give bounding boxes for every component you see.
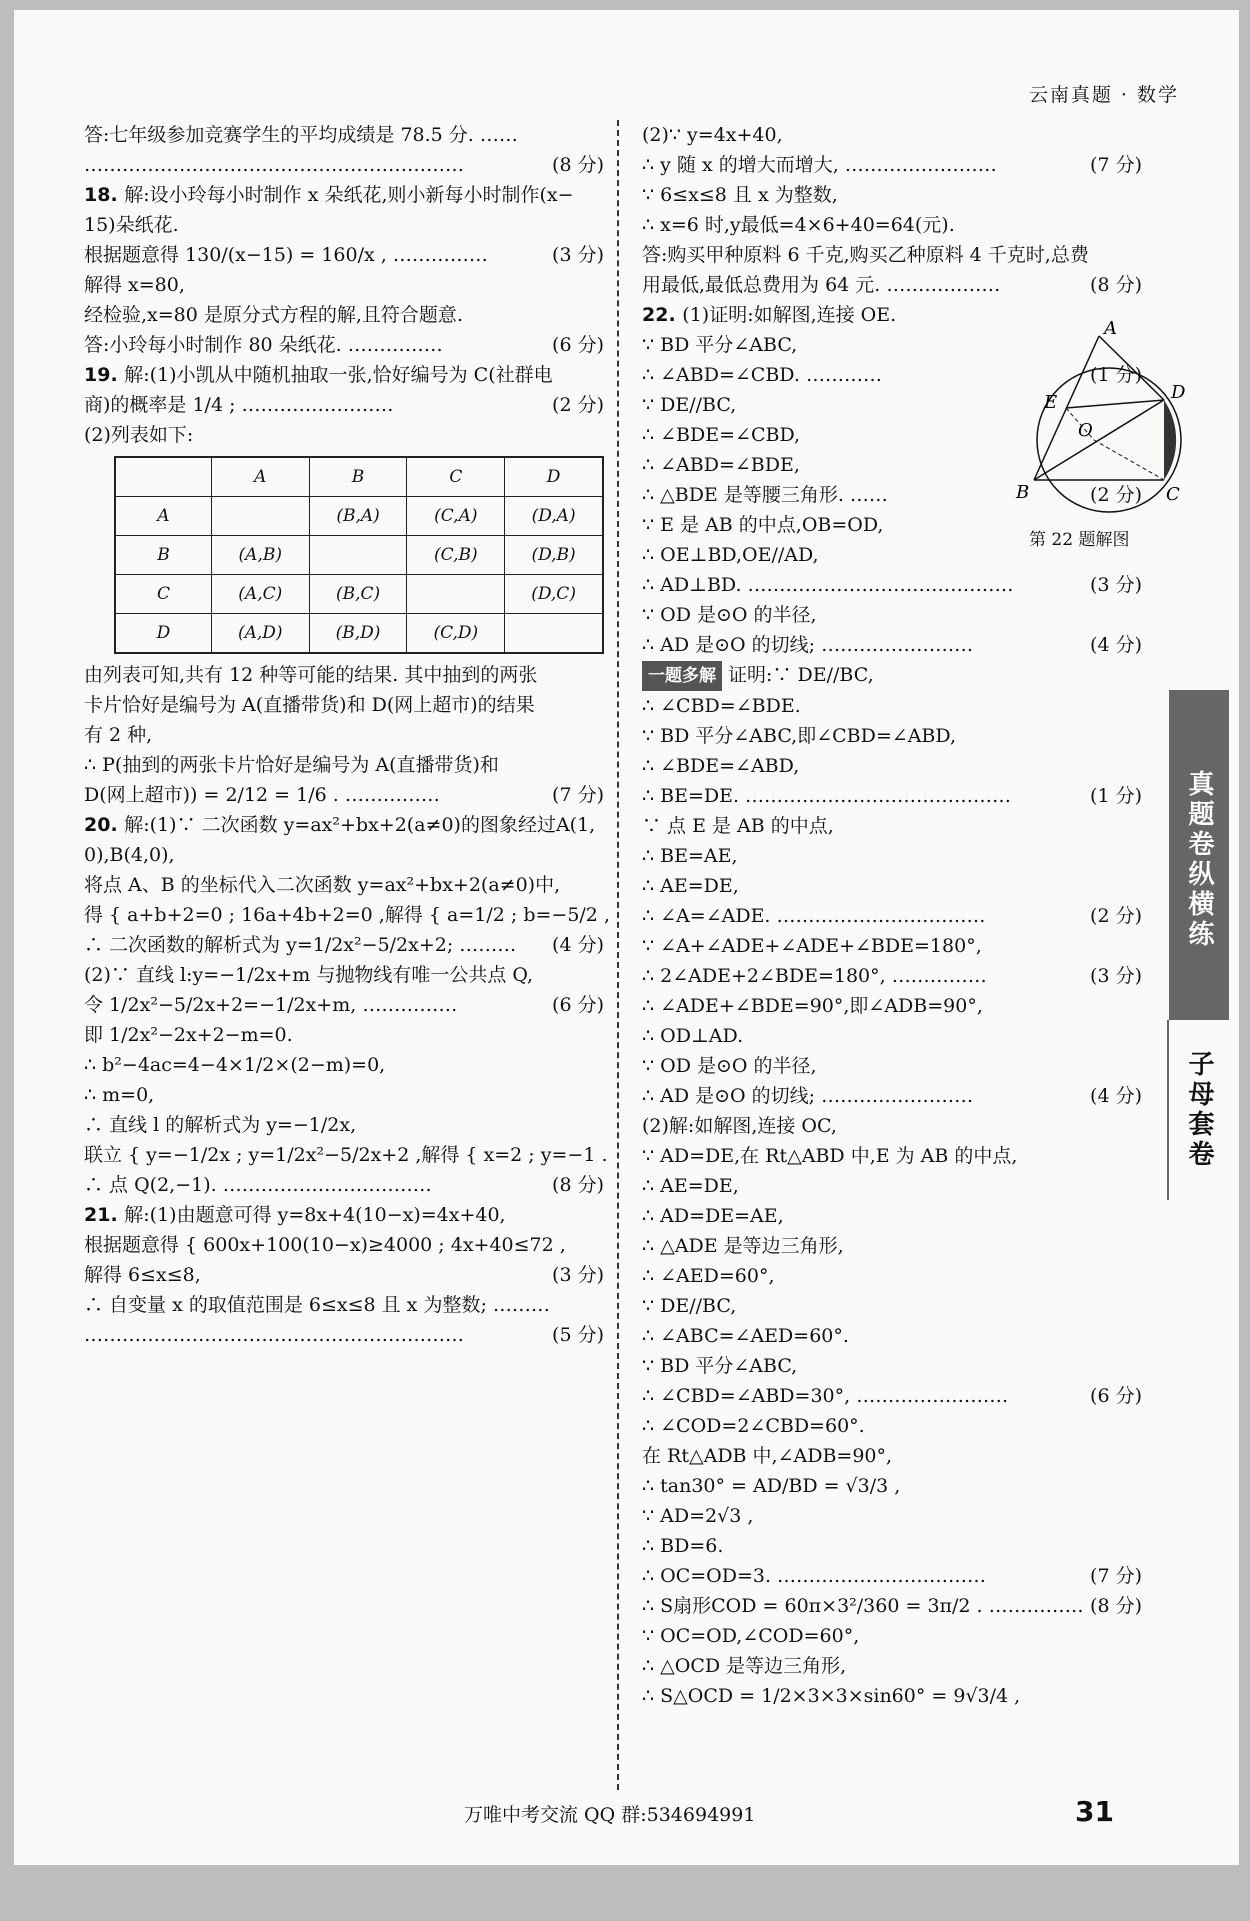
right-line [642,150,1142,180]
line-text: 答:购买甲种原料 6 千克,购买乙种原料 4 千克时,总费 [642,244,1089,266]
right-line [642,570,1142,600]
right-line [642,180,1142,210]
line-text: ∵ BD 平分∠ABC, [642,334,798,356]
left-line [84,780,604,810]
points-label: (8 分) [1090,1595,1142,1617]
table-row [115,457,603,497]
points-label: (6 分) [1090,1385,1142,1407]
line-text: ∴ △BDE 是等腰三角形. …… [642,484,888,506]
line-text: ∴ OC=OD=3. …………………………… [642,1565,987,1587]
right-line [642,931,1142,961]
page [14,10,1239,1865]
left-line [84,840,604,870]
line-text: 即 1/2x²−2x+2−m=0. [84,1024,293,1046]
points-label: (8 分) [552,154,604,176]
side-tab-secondary: 子母套卷 [1167,1020,1229,1200]
right-line [642,120,1142,150]
table-cell: (A,B) [211,536,309,575]
line-text: 答:小玲每小时制作 80 朵纸花. …………… [84,334,443,356]
left-line [84,1320,604,1350]
table-cell: (D,B) [505,536,603,575]
line-text: ∴ x=6 时,y最低=4×6+40=64(元). [642,214,955,236]
table-cell: (C,A) [407,497,505,536]
right-line [642,901,1142,931]
line-text: D(网上超市)) = 2/12 = 1/6 . …………… [84,784,440,806]
line-text: 将点 A、B 的坐标代入二次函数 y=ax²+bx+2(a≠0)中, [84,874,561,896]
line-text: 0),B(4,0), [84,844,175,866]
points-label: (3 分) [1090,574,1142,596]
points-label: (2 分) [552,394,604,416]
line-text: ∴ ∠BDE=∠ABD, [642,755,800,777]
line-text: ∴ tan30° = AD/BD = √3/3 , [642,1475,901,1497]
left-line [84,1140,608,1170]
left-line [84,420,604,450]
right-line [642,600,1142,630]
table-cell: (C,D) [407,614,505,654]
table-cell [115,457,211,497]
line-text: 经检验,x=80 是原分式方程的解,且符合题意. [84,304,463,326]
table-cell: (A,D) [211,614,309,654]
table-row [115,614,603,654]
question-number: 22. [642,304,683,326]
left-line [84,1290,604,1320]
line-text: ∴ m=0, [84,1084,155,1106]
right-line [642,1201,1142,1231]
table-cell: (B,A) [309,497,407,536]
points-label: (4 分) [1090,634,1142,656]
circle-o [1037,368,1181,512]
left-line [84,300,604,330]
points-label: (8 分) [1090,274,1142,296]
line-text: ∵ AD=2√3 , [642,1505,754,1527]
line-text: ∴ S△OCD = 1/2×3×3×sin60° = 9√3/4 , [642,1685,1021,1707]
right-line [642,1021,1142,1051]
points-label: (5 分) [552,1324,604,1346]
left-line [84,690,604,720]
line-text: ∴ ∠ADE+∠BDE=90°,即∠ADB=90°, [642,995,983,1017]
line-text: (2)列表如下: [84,424,194,446]
points-label: (3 分) [552,1264,604,1286]
line-text: ∴ ∠ABD=∠CBD. ………… [642,364,882,386]
question-number: 21. [84,1204,125,1226]
page-header: 云南真题 · 数学 [1028,84,1179,106]
line-text: ∵ ∠A+∠ADE+∠ADE+∠BDE=180°, [642,935,982,957]
right-line [642,811,1142,841]
line-text: …………………………………………………… [84,1324,464,1346]
line-text: (2)∵ y=4x+40, [642,124,783,146]
line-text: ∴ AE=DE, [642,875,739,897]
left-line [84,210,604,240]
line-text: 证明:∵ DE//BC, [728,664,874,686]
line-text: ∴ AD 是⊙O 的切线; …………………… [642,1085,974,1107]
line-text: ∵ 6≤x≤8 且 x 为整数, [642,184,838,206]
points-label: (1 分) [1090,364,1142,386]
table-row [115,575,603,614]
right-line [642,1471,1142,1501]
table-cell [211,497,309,536]
line-text: ∵ OD 是⊙O 的半径, [642,1055,817,1077]
right-line [642,1081,1142,1111]
right-line [642,841,1142,871]
right-line [642,871,1142,901]
right-line [642,961,1142,991]
line-text: ∴ △ADE 是等边三角形, [642,1235,844,1257]
line-text: ∴ BD=6. [642,1535,724,1557]
line-text: 15)朵纸花. [84,214,179,236]
line-text: ∴ ∠COD=2∠CBD=60°. [642,1415,865,1437]
right-line [642,660,1142,691]
line-text: ∴ ∠A=∠ADE. …………………………… [642,905,986,927]
line-text: 解:(1)小凯从中随机抽取一张,恰好编号为 C(社群电 [124,364,553,386]
alt-solution-badge: 一题多解 [642,661,722,691]
right-line [642,1381,1142,1411]
page-number: 31 [1075,1795,1114,1828]
right-line [642,240,1142,270]
left-line [84,240,604,270]
line-text: ∵ OD 是⊙O 的半径, [642,604,817,626]
right-line [642,1321,1142,1351]
right-line [642,1231,1142,1261]
right-line [642,1621,1142,1651]
line-text: ∴ ∠CBD=∠BDE. [642,695,801,717]
left-line [84,810,604,840]
line-text: 解:设小玲每小时制作 x 朵纸花,则小新每小时制作(x− [124,184,574,206]
right-line [642,1351,1142,1381]
left-line [84,150,604,180]
table-cell: (C,B) [407,536,505,575]
right-line [642,1171,1142,1201]
points-label: (4 分) [1090,1085,1142,1107]
line-text: 令 1/2x²−5/2x+2=−1/2x+m, …………… [84,994,458,1016]
line-text: 由列表可知,共有 12 种等可能的结果. 其中抽到的两张 [84,664,538,686]
line-text: ∴ ∠CBD=∠ABD=30°, …………………… [642,1385,1009,1407]
table-cell [309,536,407,575]
column-divider [617,120,619,1790]
left-line [84,330,604,360]
left-line [84,660,604,690]
right-line [642,1531,1142,1561]
line-text: 解:(1)由题意可得 y=8x+4(10−x)=4x+40, [124,1204,506,1226]
right-line [642,781,1142,811]
right-line [642,1261,1142,1291]
left-line [84,990,604,1020]
table-row [115,536,603,575]
line-text: ∴ AD 是⊙O 的切线; …………………… [642,634,974,656]
line-text: ∴ y 随 x 的增大而增大, …………………… [642,154,997,176]
line-text: 解得 6≤x≤8, [84,1264,201,1286]
right-line [642,630,1142,660]
line-text: ∴ 点 Q(2,−1). …………………………… [84,1174,432,1196]
table-cell: A [211,457,309,497]
points-label: (3 分) [1090,965,1142,987]
table-cell [407,575,505,614]
line-text: ∵ BD 平分∠ABC, [642,1355,798,1377]
line-text: ∵ DE//BC, [642,394,737,416]
table-cell: B [115,536,211,575]
line-text: ∵ BD 平分∠ABC,即∠CBD=∠ABD, [642,725,956,747]
left-line [84,1260,604,1290]
table-cell: A [115,497,211,536]
line-text: ∴ S扇形COD = 60π×3²/360 = 3π/2 . …………… [642,1595,1084,1617]
right-line [642,1291,1142,1321]
right-line [642,1111,1142,1141]
right-line [642,270,1142,300]
left-line [84,930,604,960]
line-text: ∴ AD⊥BD. …………………………………… [642,574,1014,596]
table-cell: C [115,575,211,614]
table-cell: (D,C) [505,575,603,614]
side-tab-primary: 真题卷纵横练 [1169,690,1229,1020]
left-line [84,870,604,900]
line-text: ∴ ∠ABC=∠AED=60°. [642,1325,849,1347]
table-cell: D [115,614,211,654]
line-text: ∵ OC=OD,∠COD=60°, [642,1625,860,1647]
line-text: ∴ AE=DE, [642,1175,739,1197]
label-c: C [1166,484,1180,505]
points-label: (7 分) [1090,154,1142,176]
line-text: ∴ △OCD 是等边三角形, [642,1655,847,1677]
line-text: ∵ AD=DE,在 Rt△ABD 中,E 为 AB 的中点, [642,1145,1018,1167]
line-text: 得 { a+b+2=0 ; 16a+4b+2=0 ,解得 { a=1/2 ; b=−5/2 , [84,904,610,926]
left-line [84,270,604,300]
points-label: (3 分) [552,244,604,266]
table-cell: B [309,457,407,497]
left-line [84,1170,604,1200]
right-line [642,1411,1142,1441]
line-text: ∴ 直线 l 的解析式为 y=−1/2x, [84,1114,357,1136]
right-line [642,721,1142,751]
left-line [84,120,604,150]
left-line [84,180,604,210]
label-o: O [1078,420,1093,441]
left-line [84,720,604,750]
right-line [642,1141,1142,1171]
probability-table [114,456,604,654]
right-line [642,1651,1142,1681]
right-line [642,1051,1142,1081]
points-label: (6 分) [552,334,604,356]
left-line [84,1110,604,1140]
points-label: (7 分) [1090,1565,1142,1587]
label-d: D [1171,382,1186,403]
line-text: ∵ E 是 AB 的中点,OB=OD, [642,514,884,536]
line-text: 答:七年级参加竞赛学生的平均成绩是 78.5 分. …… [84,124,518,146]
right-line [642,991,1142,1021]
left-line [84,1020,604,1050]
left-column [84,120,610,1350]
right-line [642,1561,1142,1591]
line-text: ∴ P(抽到的两张卡片恰好是编号为 A(直播带货)和 [84,754,499,776]
line-text: ∴ 2∠ADE+2∠BDE=180°, …………… [642,965,987,987]
points-label: (7 分) [552,784,604,806]
label-e: E [1044,392,1058,413]
table-cell: (B,C) [309,575,407,614]
line-text: ∴ 二次函数的解析式为 y=1/2x²−5/2x+2; ……… [84,934,517,956]
line-text: ∵ DE//BC, [642,1295,737,1317]
line-text: 解:(1)∵ 二次函数 y=ax²+bx+2(a≠0)的图象经过A(1, [124,814,596,836]
line-text: ∴ ∠BDE=∠CBD, [642,424,801,446]
line-text: 解得 x=80, [84,274,185,296]
line-text: ∴ AD=DE=AE, [642,1205,784,1227]
left-line [84,960,604,990]
line-text: 卡片恰好是编号为 A(直播带货)和 D(网上超市)的结果 [84,694,535,716]
left-line [84,1050,604,1080]
points-label: (6 分) [552,994,604,1016]
line-text: ∴ b²−4ac=4−4×1/2×(2−m)=0, [84,1054,386,1076]
table-cell: (B,D) [309,614,407,654]
line-text: 用最低,最低总费用为 64 元. ……………… [642,274,1001,296]
line-text: (2)解:如解图,连接 OC, [642,1115,837,1137]
question-number: 19. [84,364,125,386]
line-text: ∴ BE=AE, [642,845,738,867]
line-text: ∴ 自变量 x 的取值范围是 6≤x≤8 且 x 为整数; ……… [84,1294,550,1316]
points-label: (8 分) [552,1174,604,1196]
table-cell: (A,C) [211,575,309,614]
line-text: 在 Rt△ADB 中,∠ADB=90°, [642,1445,893,1467]
question-number: 20. [84,814,125,836]
line-text: 根据题意得 130/(x−15) = 160/x , …………… [84,244,488,266]
shaded-segment [1164,400,1176,480]
line-text: 根据题意得 { 600x+100(10−x)≥4000 ; 4x+40≤72 , [84,1234,566,1256]
points-label: (2 分) [1090,905,1142,927]
figure-caption: 第 22 题解图 [1029,530,1130,550]
right-line [642,1441,1142,1471]
points-label: (4 分) [552,934,604,956]
label-b: B [1016,482,1030,503]
right-line [642,1591,1142,1621]
left-line [84,390,604,420]
line-text: ∴ ∠ABD=∠BDE, [642,454,800,476]
left-line [84,360,604,390]
left-line [84,900,610,930]
line-text: 商)的概率是 1/4 ; …………………… [84,394,394,416]
line-text: (2)∵ 直线 l:y=−1/2x+m 与抛物线有唯一公共点 Q, [84,964,534,986]
label-a: A [1104,318,1117,339]
left-line [84,1200,604,1230]
table-cell: C [407,457,505,497]
right-line [642,751,1142,781]
table-row [115,497,603,536]
left-line [84,1080,604,1110]
right-line [642,300,1142,330]
points-label: (2 分) [1090,484,1142,506]
line-text: ∵ 点 E 是 AB 的中点, [642,815,834,837]
line-text: ∴ ∠AED=60°, [642,1265,775,1287]
question-number: 18. [84,184,125,206]
right-line [642,210,1142,240]
line-text: 联立 { y=−1/2x ; y=1/2x²−5/2x+2 ,解得 { x=2 ; y=−1 . [84,1144,608,1166]
table-cell: (D,A) [505,497,603,536]
footer-text: 万唯中考交流 QQ 群:534694991 [464,1804,756,1826]
table-cell [505,614,603,654]
line-text: …………………………………………………… [84,154,464,176]
line-text: ∴ OD⊥AD. [642,1025,744,1047]
line-text: ∴ OE⊥BD,OE//AD, [642,544,819,566]
table-cell: D [505,457,603,497]
line-text: (1)证明:如解图,连接 OE. [682,304,897,326]
right-line [642,1501,1142,1531]
line-text: 有 2 种, [84,724,153,746]
left-line [84,750,604,780]
right-line [642,691,1142,721]
line-text: ∴ BE=DE. …………………………………… [642,785,1012,807]
right-line [642,1681,1142,1711]
points-label: (1 分) [1090,785,1142,807]
